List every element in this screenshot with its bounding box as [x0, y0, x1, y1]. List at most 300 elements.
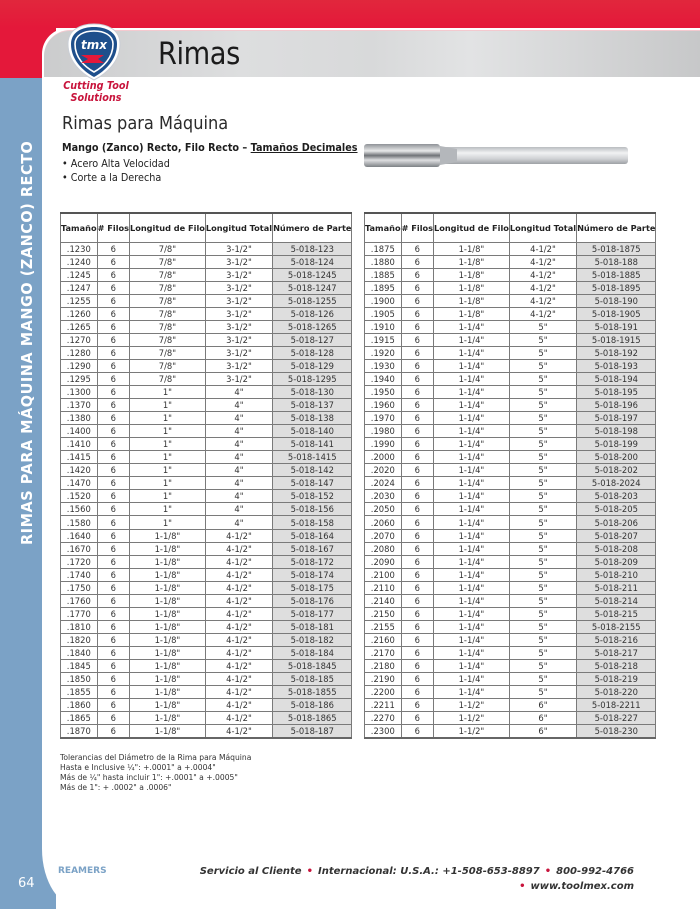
- cell-part-number: 5-018-1265: [273, 320, 352, 333]
- cell-flute-length: 1-1/4": [434, 646, 510, 659]
- cell-size: .2024: [365, 477, 402, 490]
- cell-flute-length: 1-1/4": [434, 333, 510, 346]
- cell-overall-length: 4-1/2": [205, 725, 272, 739]
- cell-overall-length: 3-1/2": [205, 294, 272, 307]
- table-row: [61, 725, 352, 739]
- cell-part-number: 5-018-128: [273, 346, 352, 359]
- table-row: [61, 686, 352, 699]
- cell-flutes: 6: [97, 712, 129, 725]
- col-header-overall-length: Longitud Total: [205, 213, 272, 242]
- cell-part-number: 5-018-203: [577, 490, 656, 503]
- cell-overall-length: 5": [509, 673, 576, 686]
- cell-size: .1915: [365, 333, 402, 346]
- cell-size: .1895: [365, 281, 402, 294]
- cell-flutes: 6: [401, 607, 433, 620]
- cell-flute-length: 1": [130, 412, 206, 425]
- cell-size: .1855: [61, 686, 98, 699]
- cell-overall-length: 5": [509, 503, 576, 516]
- cell-size: .1580: [61, 516, 98, 529]
- cell-part-number: 5-018-127: [273, 333, 352, 346]
- cell-size: .2200: [365, 686, 402, 699]
- cell-flutes: 6: [401, 346, 433, 359]
- cell-size: .1240: [61, 255, 98, 268]
- cell-part-number: 5-018-181: [273, 620, 352, 633]
- cell-size: .1720: [61, 555, 98, 568]
- footer-website-link[interactable]: www.toolmex.com: [530, 881, 634, 892]
- cell-flutes: 6: [97, 464, 129, 477]
- table-body-right: [365, 242, 656, 738]
- table-row: [365, 542, 656, 555]
- cell-size: .1880: [365, 255, 402, 268]
- cell-flute-length: 1-1/4": [434, 529, 510, 542]
- cell-overall-length: 4": [205, 503, 272, 516]
- cell-size: .1265: [61, 320, 98, 333]
- table-row: [61, 386, 352, 399]
- cell-size: .1860: [61, 699, 98, 712]
- cell-part-number: 5-018-1855: [273, 686, 352, 699]
- table-row: [365, 490, 656, 503]
- cell-flutes: 6: [97, 399, 129, 412]
- cell-size: .1260: [61, 307, 98, 320]
- cell-flute-length: 1-1/8": [130, 646, 206, 659]
- cell-part-number: 5-018-174: [273, 568, 352, 581]
- cell-size: .1520: [61, 490, 98, 503]
- cell-size: .1900: [365, 294, 402, 307]
- cell-flute-length: 1-1/2": [434, 725, 510, 739]
- cell-part-number: 5-018-124: [273, 255, 352, 268]
- cell-flutes: 6: [97, 294, 129, 307]
- table-row: [365, 699, 656, 712]
- table-row: [365, 359, 656, 372]
- cell-flute-length: 1-1/4": [434, 320, 510, 333]
- cell-size: .1760: [61, 594, 98, 607]
- cell-flute-length: 1-1/4": [434, 568, 510, 581]
- cell-flute-length: 1-1/4": [434, 386, 510, 399]
- cell-overall-length: 4-1/2": [509, 268, 576, 281]
- cell-flute-length: 1": [130, 451, 206, 464]
- cell-flute-length: 7/8": [130, 294, 206, 307]
- cell-flute-length: 1-1/8": [434, 268, 510, 281]
- cell-flutes: 6: [401, 529, 433, 542]
- cell-size: .2080: [365, 542, 402, 555]
- col-header-overall-length: Longitud Total: [509, 213, 576, 242]
- cell-size: .1905: [365, 307, 402, 320]
- svg-text:tmx: tmx: [81, 38, 107, 52]
- cell-size: .2270: [365, 712, 402, 725]
- cell-overall-length: 4-1/2": [205, 607, 272, 620]
- cell-flutes: 6: [401, 242, 433, 255]
- cell-flute-length: 1": [130, 399, 206, 412]
- bullet-dot-icon: •: [544, 866, 552, 877]
- cell-flute-length: 1-1/8": [130, 673, 206, 686]
- cell-part-number: 5-018-207: [577, 529, 656, 542]
- cell-flutes: 6: [97, 281, 129, 294]
- table-row: [61, 425, 352, 438]
- cell-flutes: 6: [401, 686, 433, 699]
- tolerance-notes: [60, 753, 251, 793]
- table-row: [365, 712, 656, 725]
- cell-flute-length: 1-1/4": [434, 581, 510, 594]
- table-row: [61, 568, 352, 581]
- cell-flute-length: 1-1/4": [434, 451, 510, 464]
- reamer-table-left: [60, 212, 352, 739]
- cell-flutes: 6: [97, 386, 129, 399]
- cell-flute-length: 1-1/4": [434, 438, 510, 451]
- table-row: [365, 686, 656, 699]
- table-row: [61, 399, 352, 412]
- cell-overall-length: 4-1/2": [205, 594, 272, 607]
- cell-overall-length: 4": [205, 477, 272, 490]
- table-row: [61, 477, 352, 490]
- cell-flute-length: 1": [130, 438, 206, 451]
- cell-part-number: 5-018-167: [273, 542, 352, 555]
- cell-flutes: 6: [97, 529, 129, 542]
- cell-flute-length: 1": [130, 425, 206, 438]
- col-header-size: Tamaño: [61, 213, 98, 242]
- cell-flutes: 6: [401, 699, 433, 712]
- cell-overall-length: 5": [509, 451, 576, 464]
- cell-flutes: 6: [401, 412, 433, 425]
- cell-size: .1280: [61, 346, 98, 359]
- cell-part-number: 5-018-1295: [273, 372, 352, 385]
- cell-size: .1420: [61, 464, 98, 477]
- table-row: [61, 372, 352, 385]
- tolerance-line: Más de ¼" hasta incluir 1": +.0001" a +.0005": [60, 773, 238, 782]
- cell-size: .1255: [61, 294, 98, 307]
- cell-overall-length: 5": [509, 412, 576, 425]
- cell-overall-length: 5": [509, 555, 576, 568]
- table-row: [61, 673, 352, 686]
- cell-flutes: 6: [97, 359, 129, 372]
- cell-flute-length: 1-1/4": [434, 686, 510, 699]
- table-row: [61, 464, 352, 477]
- cell-part-number: 5-018-215: [577, 607, 656, 620]
- cell-size: .1400: [61, 425, 98, 438]
- cell-size: .2050: [365, 503, 402, 516]
- cell-flutes: 6: [401, 359, 433, 372]
- table-row: [365, 477, 656, 490]
- cell-part-number: 5-018-190: [577, 294, 656, 307]
- table-row: [365, 633, 656, 646]
- table-row: [365, 660, 656, 673]
- logo-caption-line1: Cutting Tool: [63, 80, 129, 92]
- cell-overall-length: 4-1/2": [205, 699, 272, 712]
- cell-size: .1990: [365, 438, 402, 451]
- table-row: [365, 451, 656, 464]
- logo-caption-line2: Solutions: [70, 91, 122, 104]
- cell-flutes: 6: [401, 620, 433, 633]
- cell-flute-length: 1-1/4": [434, 372, 510, 385]
- cell-flutes: 6: [97, 412, 129, 425]
- cell-part-number: 5-018-227: [577, 712, 656, 725]
- table-row: [365, 646, 656, 659]
- table-row: [365, 725, 656, 739]
- cell-flute-length: 1-1/8": [434, 255, 510, 268]
- tolerance-title: Tolerancias del Diámetro de la Rima para Máquina: [60, 753, 252, 762]
- cell-size: .1470: [61, 477, 98, 490]
- cell-flute-length: 1-1/8": [130, 620, 206, 633]
- cell-overall-length: 4-1/2": [205, 542, 272, 555]
- cell-part-number: 5-018-185: [273, 673, 352, 686]
- cell-part-number: 5-018-198: [577, 425, 656, 438]
- cell-flute-length: 1-1/4": [434, 516, 510, 529]
- table-row: [61, 451, 352, 464]
- cell-flutes: 6: [401, 255, 433, 268]
- cell-flute-length: 1-1/4": [434, 477, 510, 490]
- table-row: [365, 438, 656, 451]
- cell-flutes: 6: [401, 712, 433, 725]
- cell-size: .2150: [365, 607, 402, 620]
- table-row: [61, 255, 352, 268]
- cell-flute-length: 1-1/8": [130, 699, 206, 712]
- cell-overall-length: 5": [509, 542, 576, 555]
- cell-part-number: 5-018-142: [273, 464, 352, 477]
- footer-service: Servicio al Cliente: [199, 866, 302, 877]
- table-row: [61, 307, 352, 320]
- cell-part-number: 5-018-2024: [577, 477, 656, 490]
- cell-flute-length: 1-1/4": [434, 607, 510, 620]
- cell-overall-length: 5": [509, 438, 576, 451]
- cell-size: .2020: [365, 464, 402, 477]
- cell-flutes: 6: [401, 268, 433, 281]
- cell-overall-length: 4-1/2": [509, 281, 576, 294]
- cell-part-number: 5-018-164: [273, 529, 352, 542]
- cell-size: .1810: [61, 620, 98, 633]
- cell-overall-length: 5": [509, 477, 576, 490]
- cell-overall-length: 6": [509, 712, 576, 725]
- cell-flute-length: 7/8": [130, 346, 206, 359]
- table-row: [365, 516, 656, 529]
- table-row: [365, 568, 656, 581]
- cell-overall-length: 3-1/2": [205, 242, 272, 255]
- cell-part-number: 5-018-211: [577, 581, 656, 594]
- reamer-table-right: [364, 212, 656, 739]
- cell-overall-length: 4-1/2": [205, 686, 272, 699]
- cell-size: .2030: [365, 490, 402, 503]
- table-row: [61, 281, 352, 294]
- cell-flutes: 6: [401, 464, 433, 477]
- cell-flutes: 6: [401, 633, 433, 646]
- cell-flutes: 6: [97, 451, 129, 464]
- cell-size: .2110: [365, 581, 402, 594]
- table-header-row: [365, 213, 656, 242]
- table-row: [365, 399, 656, 412]
- cell-flute-length: 1": [130, 516, 206, 529]
- cell-flutes: 6: [401, 660, 433, 673]
- cell-flutes: 6: [97, 320, 129, 333]
- cell-flute-length: 1-1/8": [130, 725, 206, 739]
- table-row: [61, 268, 352, 281]
- cell-part-number: 5-018-194: [577, 372, 656, 385]
- cell-size: .1980: [365, 425, 402, 438]
- table-row: [365, 594, 656, 607]
- table-row: [365, 581, 656, 594]
- cell-flute-length: 1-1/8": [130, 633, 206, 646]
- col-header-flute-length: Longitud de Filo: [130, 213, 206, 242]
- cell-size: .1750: [61, 581, 98, 594]
- cell-overall-length: 4-1/2": [205, 555, 272, 568]
- header-silver-bar: [44, 30, 700, 77]
- cell-size: .2180: [365, 660, 402, 673]
- cell-size: .1960: [365, 399, 402, 412]
- cell-flutes: 6: [401, 646, 433, 659]
- cell-size: .1370: [61, 399, 98, 412]
- cell-flutes: 6: [97, 333, 129, 346]
- cell-flute-length: 1-1/8": [434, 281, 510, 294]
- cell-flute-length: 1-1/4": [434, 673, 510, 686]
- table-row: [61, 294, 352, 307]
- cell-flutes: 6: [97, 477, 129, 490]
- cell-flutes: 6: [401, 594, 433, 607]
- cell-size: .1270: [61, 333, 98, 346]
- cell-overall-length: 5": [509, 386, 576, 399]
- cell-size: .2160: [365, 633, 402, 646]
- cell-flute-length: 1-1/4": [434, 660, 510, 673]
- cell-flutes: 6: [97, 346, 129, 359]
- cell-flutes: 6: [97, 673, 129, 686]
- reamer-product-image: [362, 143, 632, 169]
- cell-overall-length: 5": [509, 529, 576, 542]
- table-row: [61, 594, 352, 607]
- cell-part-number: 5-018-1885: [577, 268, 656, 281]
- cell-overall-length: 5": [509, 568, 576, 581]
- feature-bullets: [62, 157, 170, 185]
- cell-part-number: 5-018-210: [577, 568, 656, 581]
- cell-part-number: 5-018-172: [273, 555, 352, 568]
- cell-size: .1230: [61, 242, 98, 255]
- cell-flutes: 6: [401, 399, 433, 412]
- cell-part-number: 5-018-1875: [577, 242, 656, 255]
- table-row: [61, 333, 352, 346]
- table-row: [365, 281, 656, 294]
- table-row: [365, 255, 656, 268]
- cell-size: .1380: [61, 412, 98, 425]
- table-row: [61, 490, 352, 503]
- cell-size: .1875: [365, 242, 402, 255]
- cell-flute-length: 1-1/8": [130, 660, 206, 673]
- cell-flute-length: 1-1/4": [434, 594, 510, 607]
- table-row: [365, 294, 656, 307]
- cell-overall-length: 5": [509, 320, 576, 333]
- cell-part-number: 5-018-141: [273, 438, 352, 451]
- cell-overall-length: 4-1/2": [205, 529, 272, 542]
- table-row: [365, 607, 656, 620]
- cell-flute-length: 1-1/8": [434, 307, 510, 320]
- cell-overall-length: 5": [509, 346, 576, 359]
- cell-part-number: 5-018-158: [273, 516, 352, 529]
- table-header-row: [61, 213, 352, 242]
- cell-part-number: 5-018-1895: [577, 281, 656, 294]
- footer-section-label: REAMERS: [58, 866, 107, 876]
- cell-overall-length: 4-1/2": [509, 242, 576, 255]
- cell-overall-length: 4": [205, 516, 272, 529]
- col-header-part-number: Número de Parte: [577, 213, 656, 242]
- cell-size: .2100: [365, 568, 402, 581]
- table-row: [365, 372, 656, 385]
- cell-size: .1290: [61, 359, 98, 372]
- cell-overall-length: 4-1/2": [205, 712, 272, 725]
- cell-part-number: 5-018-216: [577, 633, 656, 646]
- cell-flutes: 6: [401, 516, 433, 529]
- cell-overall-length: 4": [205, 438, 272, 451]
- cell-part-number: 5-018-2211: [577, 699, 656, 712]
- cell-size: .1300: [61, 386, 98, 399]
- cell-part-number: 5-018-152: [273, 490, 352, 503]
- cell-flutes: 6: [401, 451, 433, 464]
- cell-flutes: 6: [97, 307, 129, 320]
- cell-overall-length: 5": [509, 333, 576, 346]
- cell-flutes: 6: [97, 425, 129, 438]
- cell-size: .1295: [61, 372, 98, 385]
- cell-part-number: 5-018-175: [273, 581, 352, 594]
- cell-overall-length: 3-1/2": [205, 333, 272, 346]
- cell-flutes: 6: [97, 516, 129, 529]
- cell-flute-length: 1-1/8": [130, 581, 206, 594]
- cell-overall-length: 4": [205, 451, 272, 464]
- cell-flutes: 6: [401, 555, 433, 568]
- col-header-flute-length: Longitud de Filo: [434, 213, 510, 242]
- cell-size: .1930: [365, 359, 402, 372]
- col-header-part-number: Número de Parte: [273, 213, 352, 242]
- cell-flute-length: 7/8": [130, 307, 206, 320]
- col-header-size: Tamaño: [365, 213, 402, 242]
- cell-overall-length: 4": [205, 425, 272, 438]
- cell-part-number: 5-018-205: [577, 503, 656, 516]
- cell-part-number: 5-018-1865: [273, 712, 352, 725]
- cell-flute-length: 1-1/4": [434, 542, 510, 555]
- cell-overall-length: 5": [509, 686, 576, 699]
- table-row: [61, 412, 352, 425]
- cell-size: .2000: [365, 451, 402, 464]
- cell-overall-length: 5": [509, 607, 576, 620]
- cell-part-number: 5-018-191: [577, 320, 656, 333]
- cell-size: .1740: [61, 568, 98, 581]
- cell-flute-length: 1-1/2": [434, 712, 510, 725]
- cell-size: .1245: [61, 268, 98, 281]
- cell-size: .1865: [61, 712, 98, 725]
- cell-part-number: 5-018-200: [577, 451, 656, 464]
- sidebar-vertical-title-text: RIMAS PARA MÁQUINA MANGO (ZANCO) RECTO: [18, 140, 36, 545]
- cell-flute-length: 7/8": [130, 242, 206, 255]
- cell-part-number: 5-018-177: [273, 607, 352, 620]
- cell-size: .1870: [61, 725, 98, 739]
- cell-flute-length: 1-1/4": [434, 359, 510, 372]
- cell-flute-length: 1-1/4": [434, 425, 510, 438]
- cell-size: .1415: [61, 451, 98, 464]
- cell-part-number: 5-018-195: [577, 386, 656, 399]
- table-row: [61, 660, 352, 673]
- table-row: [365, 242, 656, 255]
- sidebar-vertical-title: [5, 125, 49, 545]
- cell-part-number: 5-018-208: [577, 542, 656, 555]
- table-row: [61, 633, 352, 646]
- cell-overall-length: 4-1/2": [205, 633, 272, 646]
- cell-flute-length: 1": [130, 490, 206, 503]
- cell-overall-length: 3-1/2": [205, 281, 272, 294]
- cell-flutes: 6: [401, 307, 433, 320]
- table-row: [365, 268, 656, 281]
- cell-part-number: 5-018-1245: [273, 268, 352, 281]
- section-title: Rimas para Máquina: [62, 113, 229, 134]
- cell-flutes: 6: [401, 503, 433, 516]
- table-row: [61, 529, 352, 542]
- cell-part-number: 5-018-1915: [577, 333, 656, 346]
- cell-flute-length: 1": [130, 386, 206, 399]
- table-row: [365, 673, 656, 686]
- cell-part-number: 5-018-130: [273, 386, 352, 399]
- cell-part-number: 5-018-2155: [577, 620, 656, 633]
- table-row: [61, 359, 352, 372]
